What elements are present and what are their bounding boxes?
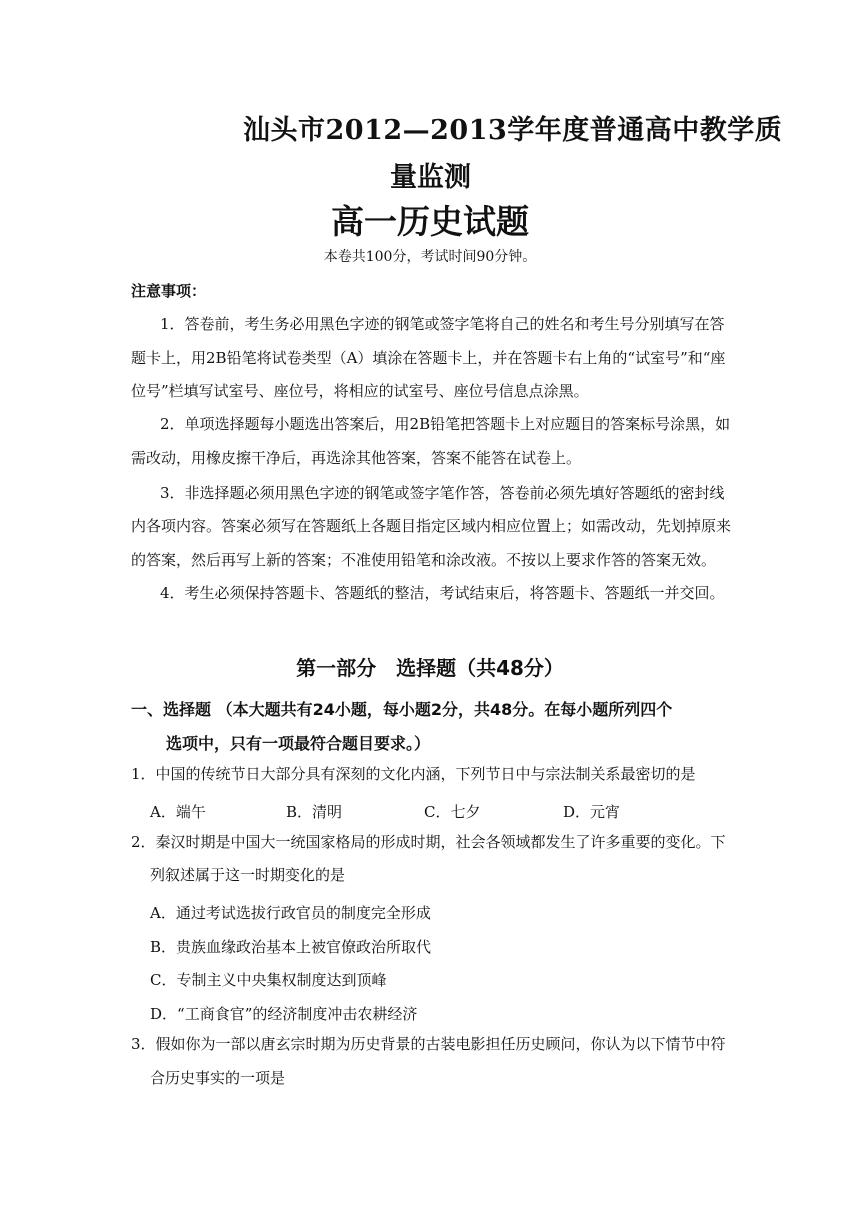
question-3-stem-line2: 合历史事实的一项是 xyxy=(150,1069,286,1087)
notice-line: 3．非选择题必须用黑色字迹的钢笔或签字笔作答，答卷前必须先填好答题纸的密封线 xyxy=(160,484,725,502)
question-2-option-a: A．通过考试选拔行政官员的制度完全形成 xyxy=(150,904,431,922)
question-2-stem-line1: 2．秦汉时期是中国大一统国家格局的形成时期，社会各领域都发生了许多重要的变化。下 xyxy=(131,833,726,851)
part-one-title: 第一部分 选择题（共48分） xyxy=(296,656,564,680)
notice-line: 题卡上，用2B铅笔将试卷类型（A）填涂在答题卡上，并在答题卡右上角的“试室号”和“座 xyxy=(131,349,726,367)
section-instruction-line2: 选项中，只有一项最符合题目要求。） xyxy=(166,734,431,753)
notice-heading: 注意事项： xyxy=(131,282,207,300)
section-instruction-line1: 一、选择题 （本大题共有24小题，每小题2分，共48分。在每小题所列四个 xyxy=(131,700,673,719)
question-1-option-d: D．元宵 xyxy=(563,803,621,821)
question-1-option-b: B．清明 xyxy=(286,803,343,821)
notice-line: 需改动，用橡皮擦干净后，再选涂其他答案，答案不能答在试卷上。 xyxy=(131,449,582,467)
exam-title-line1: 汕头市2012—2013学年度普通高中教学质 xyxy=(243,115,783,146)
notice-line: 2．单项选择题每小题选出答案后，用2B铅笔把答题卡上对应题目的答案标号涂黑，如 xyxy=(160,415,731,433)
notice-line: 位号”栏填写试室号、座位号，将相应的试室号、座位号信息点涂黑。 xyxy=(131,382,589,400)
question-1-option-c: C．七夕 xyxy=(424,803,481,821)
exam-duration-note: 本卷共100分，考试时间90分钟。 xyxy=(323,249,537,265)
notice-line: 内各项内容。答案必须写在答题纸上各题目指定区域内相应位置上；如需改动，先划掉原来 xyxy=(131,517,732,535)
question-2-option-d: D．“工商食官”的经济制度冲击农耕经济 xyxy=(150,1005,418,1023)
notice-line: 4．考生必须保持答题卡、答题纸的整洁，考试结束后，将答题卡、答题纸一并交回。 xyxy=(160,584,725,602)
notice-line: 的答案，然后再写上新的答案；不准使用铅笔和涂改液。不按以上要求作答的答案无效。 xyxy=(131,551,717,569)
question-2-option-b: B．贵族血缘政治基本上被官僚政治所取代 xyxy=(150,938,432,956)
subject-title: 高一历史试题 xyxy=(331,202,529,241)
question-1-option-a: A．端午 xyxy=(150,803,206,821)
question-2-stem-line2: 列叙述属于这一时期变化的是 xyxy=(150,866,346,884)
notice-line: 1．答卷前，考生务必用黑色字迹的钢笔或签字笔将自己的姓名和考生号分别填写在答 xyxy=(160,315,725,333)
question-3-stem-line1: 3．假如你为一部以唐玄宗时期为历史背景的古装电影担任历史顾问，你认为以下情节中符 xyxy=(131,1035,726,1053)
question-1-stem: 1．中国的传统节日大部分具有深刻的文化内涵，下列节日中与宗法制关系最密切的是 xyxy=(131,765,696,783)
exam-title-line2: 量监测 xyxy=(390,162,471,193)
question-2-option-c: C．专制主义中央集权制度达到顶峰 xyxy=(150,971,387,989)
